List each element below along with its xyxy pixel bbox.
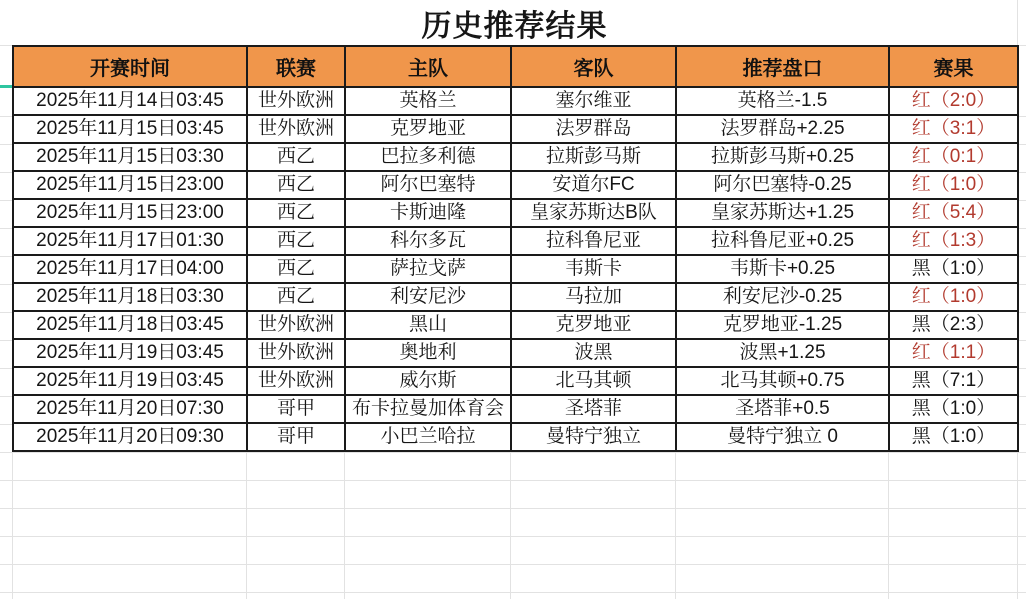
cell-result[interactable]: 黑（1:0）	[889, 395, 1018, 423]
cell-recommended-handicap[interactable]: 拉科鲁尼亚+0.25	[676, 227, 889, 255]
cell-away-team[interactable]: 拉科鲁尼亚	[511, 227, 676, 255]
cell-result[interactable]: 黑（1:0）	[889, 423, 1018, 451]
table-row	[13, 311, 1018, 339]
cell-home-team[interactable]: 英格兰	[345, 87, 511, 115]
cell-away-team[interactable]: 圣塔菲	[511, 395, 676, 423]
cell-recommended-handicap[interactable]: 波黑+1.25	[676, 339, 889, 367]
cell-recommended-handicap[interactable]: 北马其顿+0.75	[676, 367, 889, 395]
cell-recommended-handicap[interactable]: 圣塔菲+0.5	[676, 395, 889, 423]
cell-kickoff-time[interactable]: 2025年11月17日01:30	[13, 227, 247, 255]
cell-kickoff-time[interactable]: 2025年11月18日03:30	[13, 283, 247, 311]
cell-away-team[interactable]: 安道尔FC	[511, 171, 676, 199]
header-away-team[interactable]: 客队	[511, 46, 676, 87]
table-row	[13, 87, 1018, 115]
cell-home-team[interactable]: 克罗地亚	[345, 115, 511, 143]
cell-league[interactable]: 西乙	[247, 143, 345, 171]
table-row	[13, 339, 1018, 367]
grid-vline	[246, 452, 247, 599]
cell-result[interactable]: 红（1:0）	[889, 283, 1018, 311]
cell-kickoff-time[interactable]: 2025年11月15日23:00	[13, 199, 247, 227]
cell-recommended-handicap[interactable]: 利安尼沙-0.25	[676, 283, 889, 311]
cell-league[interactable]: 世外欧洲	[247, 339, 345, 367]
cell-result[interactable]: 红（1:1）	[889, 339, 1018, 367]
cell-kickoff-time[interactable]: 2025年11月19日03:45	[13, 367, 247, 395]
cell-league[interactable]: 世外欧洲	[247, 367, 345, 395]
table-row	[13, 171, 1018, 199]
table-row	[13, 395, 1018, 423]
grid-hline	[0, 508, 1026, 509]
cell-home-team[interactable]: 奥地利	[345, 339, 511, 367]
cell-league[interactable]: 哥甲	[247, 395, 345, 423]
cell-home-team[interactable]: 小巴兰哈拉	[345, 423, 511, 451]
cell-kickoff-time[interactable]: 2025年11月14日03:45	[13, 87, 247, 115]
selection-indicator	[0, 85, 12, 88]
cell-league[interactable]: 西乙	[247, 171, 345, 199]
cell-kickoff-time[interactable]: 2025年11月17日04:00	[13, 255, 247, 283]
results-table	[12, 45, 1019, 452]
table-row	[13, 283, 1018, 311]
table-row	[13, 115, 1018, 143]
cell-result[interactable]: 黑（7:1）	[889, 367, 1018, 395]
cell-recommended-handicap[interactable]: 曼特宁独立 0	[676, 423, 889, 451]
cell-league[interactable]: 世外欧洲	[247, 311, 345, 339]
table-row	[13, 255, 1018, 283]
cell-result[interactable]: 黑（1:0）	[889, 255, 1018, 283]
cell-home-team[interactable]: 利安尼沙	[345, 283, 511, 311]
cell-kickoff-time[interactable]: 2025年11月15日03:45	[13, 115, 247, 143]
table-row	[13, 143, 1018, 171]
cell-recommended-handicap[interactable]: 英格兰-1.5	[676, 87, 889, 115]
cell-recommended-handicap[interactable]: 阿尔巴塞特-0.25	[676, 171, 889, 199]
header-home-team[interactable]: 主队	[345, 46, 511, 87]
grid-vline	[510, 452, 511, 599]
cell-recommended-handicap[interactable]: 法罗群岛+2.25	[676, 115, 889, 143]
cell-away-team[interactable]: 波黑	[511, 339, 676, 367]
cell-home-team[interactable]: 阿尔巴塞特	[345, 171, 511, 199]
cell-recommended-handicap[interactable]: 拉斯彭马斯+0.25	[676, 143, 889, 171]
cell-league[interactable]: 西乙	[247, 283, 345, 311]
cell-recommended-handicap[interactable]: 克罗地亚-1.25	[676, 311, 889, 339]
cell-home-team[interactable]: 卡斯迪隆	[345, 199, 511, 227]
cell-kickoff-time[interactable]: 2025年11月15日03:30	[13, 143, 247, 171]
cell-recommended-handicap[interactable]: 皇家苏斯达+1.25	[676, 199, 889, 227]
header-row	[13, 46, 1018, 87]
grid-hline	[0, 536, 1026, 537]
results-table-body	[13, 87, 1018, 451]
table-row	[13, 227, 1018, 255]
cell-away-team[interactable]: 拉斯彭马斯	[511, 143, 676, 171]
page-title: 历史推荐结果	[421, 9, 608, 43]
cell-away-team[interactable]: 皇家苏斯达B队	[511, 199, 676, 227]
cell-result[interactable]: 黑（2:3）	[889, 311, 1018, 339]
header-recommended-handicap[interactable]: 推荐盘口	[676, 46, 889, 87]
cell-home-team[interactable]: 科尔多瓦	[345, 227, 511, 255]
cell-result[interactable]: 红（3:1）	[889, 115, 1018, 143]
cell-league[interactable]: 哥甲	[247, 423, 345, 451]
cell-result[interactable]: 红（1:0）	[889, 171, 1018, 199]
table-row	[13, 423, 1018, 451]
cell-home-team[interactable]: 布卡拉曼加体育会	[345, 395, 511, 423]
cell-kickoff-time[interactable]: 2025年11月18日03:45	[13, 311, 247, 339]
cell-result[interactable]: 红（2:0）	[889, 87, 1018, 115]
cell-home-team[interactable]: 萨拉戈萨	[345, 255, 511, 283]
cell-result[interactable]: 红（1:3）	[889, 227, 1018, 255]
cell-kickoff-time[interactable]: 2025年11月15日23:00	[13, 171, 247, 199]
cell-result[interactable]: 红（0:1）	[889, 143, 1018, 171]
cell-league[interactable]: 世外欧洲	[247, 115, 345, 143]
cell-away-team[interactable]: 塞尔维亚	[511, 87, 676, 115]
header-kickoff-time[interactable]: 开赛时间	[13, 46, 247, 87]
cell-league[interactable]: 世外欧洲	[247, 87, 345, 115]
grid-hline	[0, 480, 1026, 481]
cell-away-team[interactable]: 马拉加	[511, 283, 676, 311]
cell-away-team[interactable]: 曼特宁独立	[511, 423, 676, 451]
table-row	[13, 367, 1018, 395]
cell-result[interactable]: 红（5:4）	[889, 199, 1018, 227]
grid-vline	[888, 452, 889, 599]
grid-hline	[0, 592, 1026, 593]
cell-recommended-handicap[interactable]: 韦斯卡+0.25	[676, 255, 889, 283]
cell-league[interactable]: 西乙	[247, 199, 345, 227]
grid-hline	[0, 452, 1026, 453]
grid-hline	[0, 564, 1026, 565]
cell-league[interactable]: 西乙	[247, 227, 345, 255]
header-result[interactable]: 赛果	[889, 46, 1018, 87]
cell-league[interactable]: 西乙	[247, 255, 345, 283]
cell-away-team[interactable]: 韦斯卡	[511, 255, 676, 283]
cell-home-team[interactable]: 巴拉多利德	[345, 143, 511, 171]
cell-kickoff-time[interactable]: 2025年11月19日03:45	[13, 339, 247, 367]
cell-away-team[interactable]: 北马其顿	[511, 367, 676, 395]
grid-vline	[675, 452, 676, 599]
table-row	[13, 199, 1018, 227]
grid-vline	[344, 452, 345, 599]
cell-home-team[interactable]: 黑山	[345, 311, 511, 339]
cell-kickoff-time[interactable]: 2025年11月20日07:30	[13, 395, 247, 423]
cell-away-team[interactable]: 法罗群岛	[511, 115, 676, 143]
cell-home-team[interactable]: 威尔斯	[345, 367, 511, 395]
cell-kickoff-time[interactable]: 2025年11月20日09:30	[13, 423, 247, 451]
cell-away-team[interactable]: 克罗地亚	[511, 311, 676, 339]
title-row[interactable]	[12, 0, 1017, 45]
header-league[interactable]: 联赛	[247, 46, 345, 87]
